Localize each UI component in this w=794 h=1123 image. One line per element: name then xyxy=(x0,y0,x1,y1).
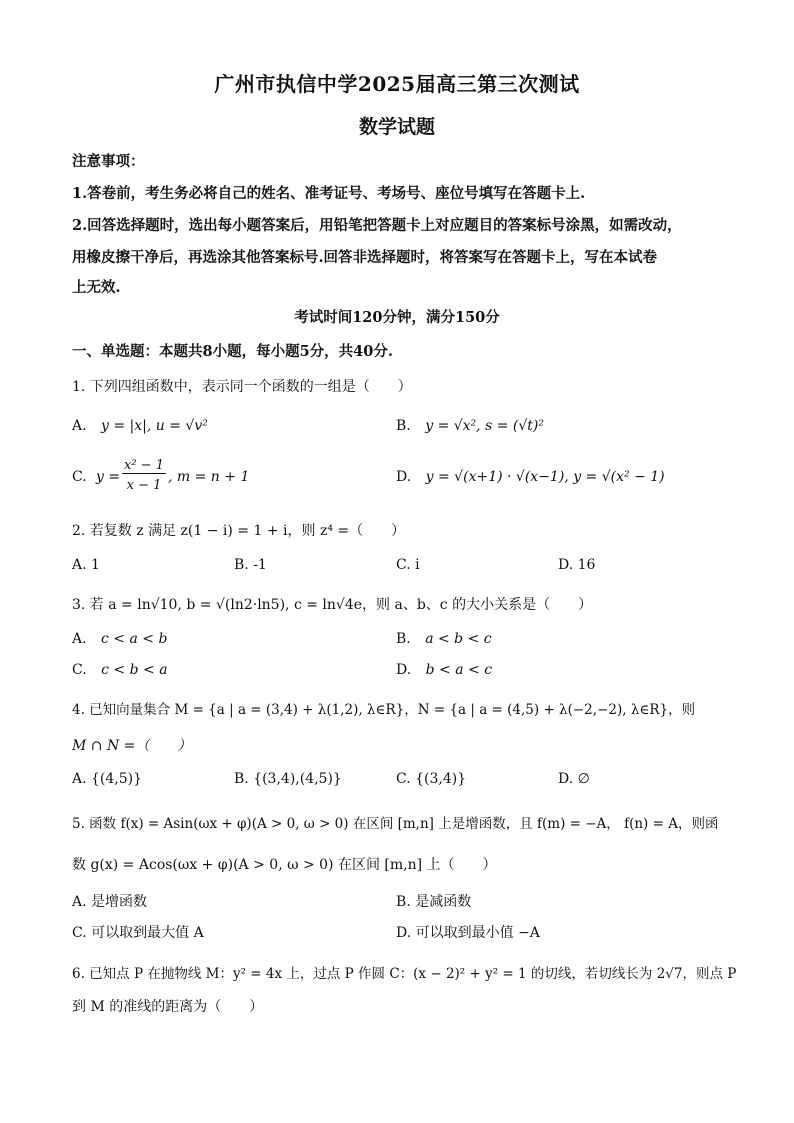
q1-option-c-lead: y = xyxy=(96,469,121,485)
q1-option-c-numerator: x² − 1 xyxy=(122,458,166,474)
page-title: 广州市执信中学2025届高三第三次测试 xyxy=(214,72,580,96)
q2-option-a: A. 1 xyxy=(72,557,100,573)
q5-option-c: C. 可以取到最大值 A xyxy=(72,925,204,941)
q1-option-a-label: A. xyxy=(72,418,87,434)
notice-item-2-line-3: 上无效. xyxy=(72,279,121,296)
q1-option-d-text: y = √(x+1) · √(x−1), y = √(x² − 1) xyxy=(425,469,665,485)
q3-option-c-text: c < b < a xyxy=(101,662,168,678)
q1-option-c-label: C. xyxy=(72,469,87,485)
q1-option-c-denominator: x − 1 xyxy=(126,478,162,493)
exam-info: 考试时间120分钟，满分150分 xyxy=(294,309,500,326)
page-subtitle: 数学试题 xyxy=(358,116,435,138)
q4-option-c: C. {(3,4)} xyxy=(396,771,467,787)
q1-option-c-rest: , m = n + 1 xyxy=(168,469,250,485)
notice-heading: 注意事项： xyxy=(72,153,145,170)
q3-option-b xyxy=(396,631,492,647)
q6-stem: 6. 已知点 P 在抛物线 M：y² = 4x 上，过点 P 作圆 C：(x − 2)² + y² = 1 的切线，若切线长为 2√7，则点 P xyxy=(72,966,737,982)
q3-stem: 3. 若 a = ln√10, b = √(ln2·ln5), c = ln√4e，则 a、b、c 的大小关系是（ ） xyxy=(72,597,593,613)
q1-option-a-text: y = |x|, u = √v² xyxy=(101,418,208,434)
q1-option-b-label: B. xyxy=(396,418,411,434)
q4-option-b: B. {(3,4),(4,5)} xyxy=(234,771,342,787)
notice-item-1: 1.答卷前，考生务必将自己的姓名、准考证号、考场号、座位号填写在答题卡上. xyxy=(72,185,586,202)
q3-option-c xyxy=(72,662,168,678)
q4-option-a: A. {(4,5)} xyxy=(72,771,143,787)
q5-option-d: D. 可以取到最小值 −A xyxy=(396,925,540,941)
q3-option-d-text: b < a < c xyxy=(425,662,493,678)
q3-option-d xyxy=(396,662,492,678)
q4-option-d: D. ∅ xyxy=(558,771,590,787)
q3-option-d-label: D. xyxy=(396,662,412,678)
q5-option-a: A. 是增函数 xyxy=(72,894,148,910)
notice-item-2-line-2: 用橡皮擦干净后，再选涂其他答案标号.回答非选择题时，将答案写在答题卡上，写在本试卷 xyxy=(72,249,658,266)
q2-option-c: C. i xyxy=(396,557,420,573)
q5-stem: 5. 函数 f(x) = Asin(ωx + φ)(A > 0, ω > 0) 在区间 [m,n] 上是增函数，且 f(m) = −A， f(n) = A，则函 xyxy=(72,816,719,832)
q4-stem: 4. 已知向量集合 M = {a | a = (3,4) + λ(1,2), λ∈R}，N = {a | a = (4,5) + λ(−2,−2), λ∈R}，则 xyxy=(72,702,696,718)
q1-option-b-text: y = √x², s = (√t)² xyxy=(425,418,544,434)
q4-stem-line-2: M ∩ N =（ ） xyxy=(72,738,192,754)
q3-option-c-label: C. xyxy=(72,662,87,678)
q1-option-b xyxy=(396,418,544,434)
q3-option-b-label: B. xyxy=(396,631,411,647)
q3-option-a xyxy=(72,631,167,647)
q3-option-a-text: c < a < b xyxy=(101,631,168,647)
q1-option-d-label: D. xyxy=(396,469,412,485)
q3-option-b-text: a < b < c xyxy=(425,631,492,647)
q2-stem: 2. 若复数 z 满足 z(1 − i) = 1 + i，则 z⁴ =（ ） xyxy=(72,523,406,539)
q1-option-a xyxy=(72,418,208,434)
q2-option-b: B. -1 xyxy=(234,557,267,573)
q2-option-d: D. 16 xyxy=(558,557,596,573)
q5-option-b: B. 是减函数 xyxy=(396,894,472,910)
notice-item-2-line-1: 2.回答选择题时，选出每小题答案后，用铅笔把答题卡上对应题目的答案标号涂黑，如需改动， xyxy=(72,217,682,234)
q1-stem: 1. 下列四组函数中，表示同一个函数的一组是（ ） xyxy=(72,379,412,395)
section-heading: 一、单选题：本题共8小题，每小题5分，共40分. xyxy=(72,343,393,360)
q3-option-a-label: A. xyxy=(72,631,87,647)
q6-stem-line-2: 到 M 的准线的距离为（ ） xyxy=(72,999,264,1015)
q5-stem-line-2: 数 g(x) = Acos(ωx + φ)(A > 0, ω > 0) 在区间 [m,n] 上（ ） xyxy=(72,857,497,873)
q1-option-d xyxy=(396,469,665,485)
